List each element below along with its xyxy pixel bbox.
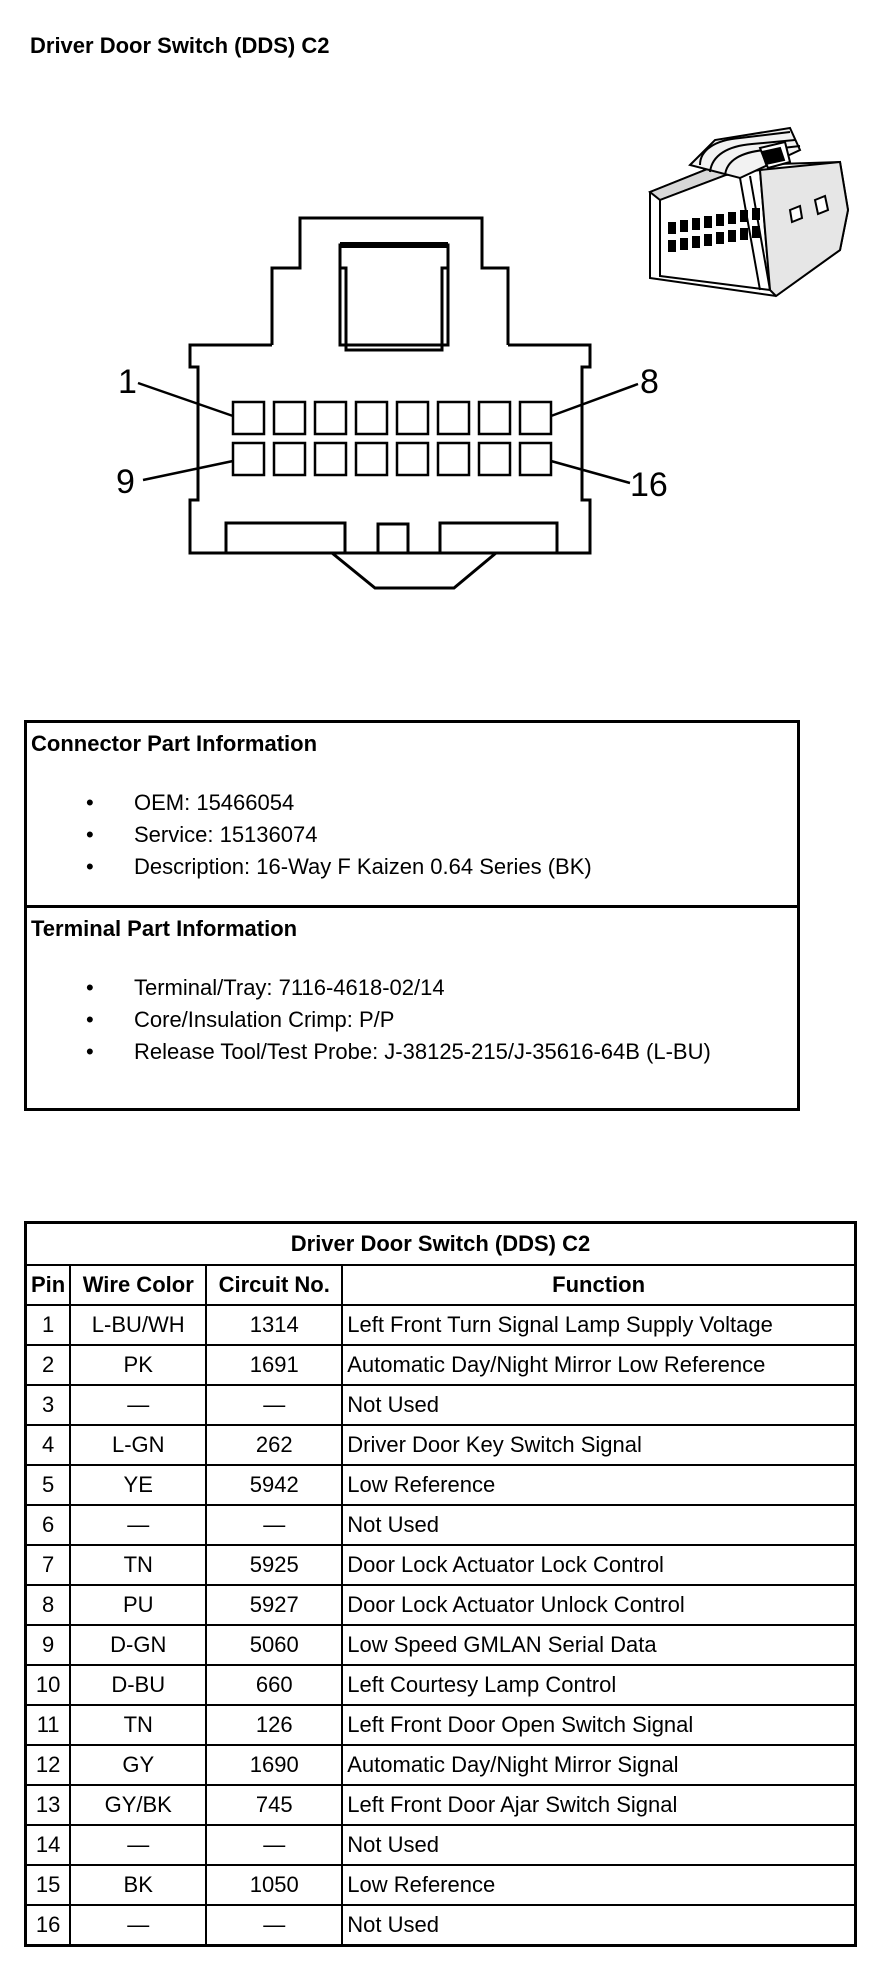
cell-circuit: 5060 <box>206 1625 342 1665</box>
cell-circuit: 1314 <box>206 1305 342 1345</box>
list-item: • Release Tool/Test Probe: J-38125-215/J-35616-64B (L-BU) <box>31 1036 797 1068</box>
page-title: Driver Door Switch (DDS) C2 <box>30 33 330 58</box>
pin-label-9: 9 <box>116 463 135 501</box>
cell-function: Door Lock Actuator Lock Control <box>342 1545 855 1585</box>
pin-table <box>24 1221 857 1947</box>
col-header-wire-color: Wire Color <box>70 1265 206 1305</box>
cavity-9 <box>233 443 264 475</box>
connector-3d-view <box>650 128 848 296</box>
cell-wire-color: D-GN <box>70 1625 206 1665</box>
table-row <box>26 1425 856 1465</box>
cell-function: Left Courtesy Lamp Control <box>342 1665 855 1705</box>
table-row <box>26 1825 856 1865</box>
cavity-6 <box>438 402 469 434</box>
cell-pin: 12 <box>26 1745 71 1785</box>
pin-label-16: 16 <box>630 466 668 504</box>
table-row <box>26 1465 856 1505</box>
col-header-pin: Pin <box>26 1265 71 1305</box>
cell-wire-color: YE <box>70 1465 206 1505</box>
cell-function: Driver Door Key Switch Signal <box>342 1425 855 1465</box>
table-row <box>26 1745 856 1785</box>
cell-circuit: 5942 <box>206 1465 342 1505</box>
table-row <box>26 1705 856 1745</box>
cell-function: Low Reference <box>342 1865 855 1905</box>
connector-info-list <box>31 787 797 883</box>
cavity-12 <box>356 443 387 475</box>
cell-wire-color: TN <box>70 1705 206 1745</box>
cell-pin: 7 <box>26 1545 71 1585</box>
cell-circuit: — <box>206 1905 342 1946</box>
table-row <box>26 1865 856 1905</box>
cell-pin: 4 <box>26 1425 71 1465</box>
table-row <box>26 1785 856 1825</box>
list-item: • Core/Insulation Crimp: P/P <box>31 1004 797 1036</box>
cell-circuit: — <box>206 1825 342 1865</box>
cell-pin: 14 <box>26 1825 71 1865</box>
table-row <box>26 1305 856 1345</box>
cell-pin: 10 <box>26 1665 71 1705</box>
cell-function: Automatic Day/Night Mirror Low Reference <box>342 1345 855 1385</box>
list-item: • OEM: 15466054 <box>31 787 797 819</box>
cell-pin: 8 <box>26 1585 71 1625</box>
table-caption: Driver Door Switch (DDS) C2 <box>26 1223 856 1266</box>
cell-function: Not Used <box>342 1905 855 1946</box>
cell-circuit: 1050 <box>206 1865 342 1905</box>
cell-function: Low Reference <box>342 1465 855 1505</box>
cavity-5 <box>397 402 428 434</box>
cell-pin: 3 <box>26 1385 71 1425</box>
cavity-13 <box>397 443 428 475</box>
cell-function: Left Front Turn Signal Lamp Supply Voltage <box>342 1305 855 1345</box>
cell-wire-color: L-BU/WH <box>70 1305 206 1345</box>
table-row <box>26 1665 856 1705</box>
cell-pin: 6 <box>26 1505 71 1545</box>
cell-pin: 5 <box>26 1465 71 1505</box>
cell-wire-color: D-BU <box>70 1665 206 1705</box>
table-row <box>26 1345 856 1385</box>
part-information-box <box>24 720 800 1111</box>
cell-wire-color: — <box>70 1385 206 1425</box>
cell-function: Not Used <box>342 1385 855 1425</box>
cell-circuit: 5925 <box>206 1545 342 1585</box>
cell-function: Left Front Door Open Switch Signal <box>342 1705 855 1745</box>
cell-pin: 1 <box>26 1305 71 1345</box>
cell-wire-color: PK <box>70 1345 206 1385</box>
cavity-10 <box>274 443 305 475</box>
cell-pin: 15 <box>26 1865 71 1905</box>
cell-wire-color: GY <box>70 1745 206 1785</box>
cell-pin: 2 <box>26 1345 71 1385</box>
terminal-part-info <box>27 905 797 1068</box>
table-row <box>26 1905 856 1946</box>
cell-circuit: — <box>206 1385 342 1425</box>
cavity-7 <box>479 402 510 434</box>
col-header-function: Function <box>342 1265 855 1305</box>
cell-circuit: 745 <box>206 1785 342 1825</box>
cell-function: Automatic Day/Night Mirror Signal <box>342 1745 855 1785</box>
cell-pin: 16 <box>26 1905 71 1946</box>
cell-circuit: — <box>206 1505 342 1545</box>
cell-wire-color: GY/BK <box>70 1785 206 1825</box>
cell-wire-color: — <box>70 1505 206 1545</box>
cell-circuit: 5927 <box>206 1585 342 1625</box>
terminal-info-heading: Terminal Part Information <box>31 916 298 941</box>
cell-pin: 13 <box>26 1785 71 1825</box>
table-row <box>26 1545 856 1585</box>
table-row <box>26 1385 856 1425</box>
cavity-16 <box>520 443 551 475</box>
cell-function: Low Speed GMLAN Serial Data <box>342 1625 855 1665</box>
col-header-circuit: Circuit No. <box>206 1265 342 1305</box>
connector-face-diagram <box>0 0 896 640</box>
cell-wire-color: L-GN <box>70 1425 206 1465</box>
cell-circuit: 660 <box>206 1665 342 1705</box>
table-row <box>26 1505 856 1545</box>
list-item: • Terminal/Tray: 7116-4618-02/14 <box>31 972 797 1004</box>
pin-label-1: 1 <box>118 363 137 401</box>
cavity-4 <box>356 402 387 434</box>
list-item: • Description: 16-Way F Kaizen 0.64 Series (BK) <box>31 851 797 883</box>
cell-pin: 9 <box>26 1625 71 1665</box>
cell-pin: 11 <box>26 1705 71 1745</box>
cell-wire-color: BK <box>70 1865 206 1905</box>
cavity-15 <box>479 443 510 475</box>
cavity-14 <box>438 443 469 475</box>
table-row <box>26 1625 856 1665</box>
cavity-1 <box>233 402 264 434</box>
cell-circuit: 262 <box>206 1425 342 1465</box>
cell-circuit: 1690 <box>206 1745 342 1785</box>
cavity-11 <box>315 443 346 475</box>
cell-wire-color: — <box>70 1905 206 1946</box>
cell-function: Door Lock Actuator Unlock Control <box>342 1585 855 1625</box>
cell-wire-color: PU <box>70 1585 206 1625</box>
cell-function: Not Used <box>342 1825 855 1865</box>
cell-function: Left Front Door Ajar Switch Signal <box>342 1785 855 1825</box>
table-row <box>26 1585 856 1625</box>
cell-circuit: 126 <box>206 1705 342 1745</box>
cell-circuit: 1691 <box>206 1345 342 1385</box>
cell-wire-color: — <box>70 1825 206 1865</box>
list-item: • Service: 15136074 <box>31 819 797 851</box>
connector-part-info <box>27 723 797 883</box>
cavity-8 <box>520 402 551 434</box>
terminal-info-list <box>31 972 797 1068</box>
cell-function: Not Used <box>342 1505 855 1545</box>
cavity-3 <box>315 402 346 434</box>
pin-label-8: 8 <box>640 363 659 401</box>
pin-cavities <box>233 402 551 475</box>
cavity-2 <box>274 402 305 434</box>
connector-info-heading: Connector Part Information <box>31 731 318 756</box>
cell-wire-color: TN <box>70 1545 206 1585</box>
